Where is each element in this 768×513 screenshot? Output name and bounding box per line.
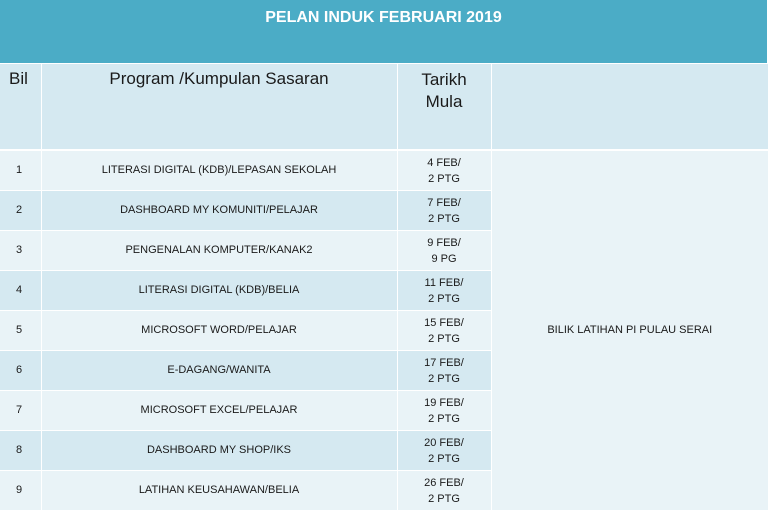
row-date-time: 2 PTG xyxy=(428,492,460,505)
table-row xyxy=(0,150,768,190)
header-date-line2: Mula xyxy=(425,92,463,111)
plan-table xyxy=(0,64,768,511)
row-bil: 5 xyxy=(0,310,41,350)
row-program: MICROSOFT EXCEL/PELAJAR xyxy=(41,390,397,430)
location-cell: BILIK LATIHAN PI PULAU SERAI xyxy=(491,150,768,510)
row-date-day: 15 FEB/ xyxy=(424,316,464,329)
row-bil: 7 xyxy=(0,390,41,430)
row-date-time: 2 PTG xyxy=(428,372,460,385)
row-bil: 8 xyxy=(0,430,41,470)
row-date-time: 2 PTG xyxy=(428,212,460,225)
row-program: LITERASI DIGITAL (KDB)/BELIA xyxy=(41,270,397,310)
row-date-day: 7 FEB/ xyxy=(427,196,461,209)
row-date-day: 9 FEB/ xyxy=(427,236,461,249)
row-date-time: 2 PTG xyxy=(428,172,460,185)
header-program: Program /Kumpulan Sasaran xyxy=(41,64,397,150)
row-bil: 2 xyxy=(0,190,41,230)
header-bil: Bil xyxy=(0,64,41,150)
row-program: DASHBOARD MY SHOP/IKS xyxy=(41,430,397,470)
row-date-day: 11 FEB/ xyxy=(424,276,464,289)
row-date-time: 2 PTG xyxy=(428,452,460,465)
row-date-day: 26 FEB/ xyxy=(424,476,464,489)
row-bil: 1 xyxy=(0,150,41,190)
header-location xyxy=(491,64,768,150)
row-date-day: 17 FEB/ xyxy=(424,356,464,369)
row-date xyxy=(397,190,491,230)
row-bil: 6 xyxy=(0,350,41,390)
row-bil: 4 xyxy=(0,270,41,310)
row-date xyxy=(397,390,491,430)
row-program: LITERASI DIGITAL (KDB)/LEPASAN SEKOLAH xyxy=(41,150,397,190)
row-program: MICROSOFT WORD/PELAJAR xyxy=(41,310,397,350)
row-date xyxy=(397,350,491,390)
row-bil: 3 xyxy=(0,230,41,270)
row-date xyxy=(397,430,491,470)
row-program: E-DAGANG/WANITA xyxy=(41,350,397,390)
row-date-day: 20 FEB/ xyxy=(424,436,464,449)
row-date xyxy=(397,470,491,510)
page-title: PELAN INDUK FEBRUARI 2019 xyxy=(0,0,767,63)
row-date xyxy=(397,270,491,310)
row-date-day: 19 FEB/ xyxy=(424,396,464,409)
row-date-time: 9 PG xyxy=(431,252,457,265)
row-date-time: 2 PTG xyxy=(428,412,460,425)
row-date xyxy=(397,310,491,350)
row-program: PENGENALAN KOMPUTER/KANAK2 xyxy=(41,230,397,270)
row-date xyxy=(397,230,491,270)
row-date-time: 2 PTG xyxy=(428,332,460,345)
row-program: DASHBOARD MY KOMUNITI/PELAJAR xyxy=(41,190,397,230)
row-date-time: 2 PTG xyxy=(428,292,460,305)
table-header-row xyxy=(0,64,768,150)
row-date xyxy=(397,150,491,190)
row-bil: 9 xyxy=(0,470,41,510)
row-date-day: 4 FEB/ xyxy=(427,156,461,169)
row-program: LATIHAN KEUSAHAWAN/BELIA xyxy=(41,470,397,510)
header-date xyxy=(397,64,491,150)
header-date-line1: Tarikh xyxy=(421,70,467,89)
